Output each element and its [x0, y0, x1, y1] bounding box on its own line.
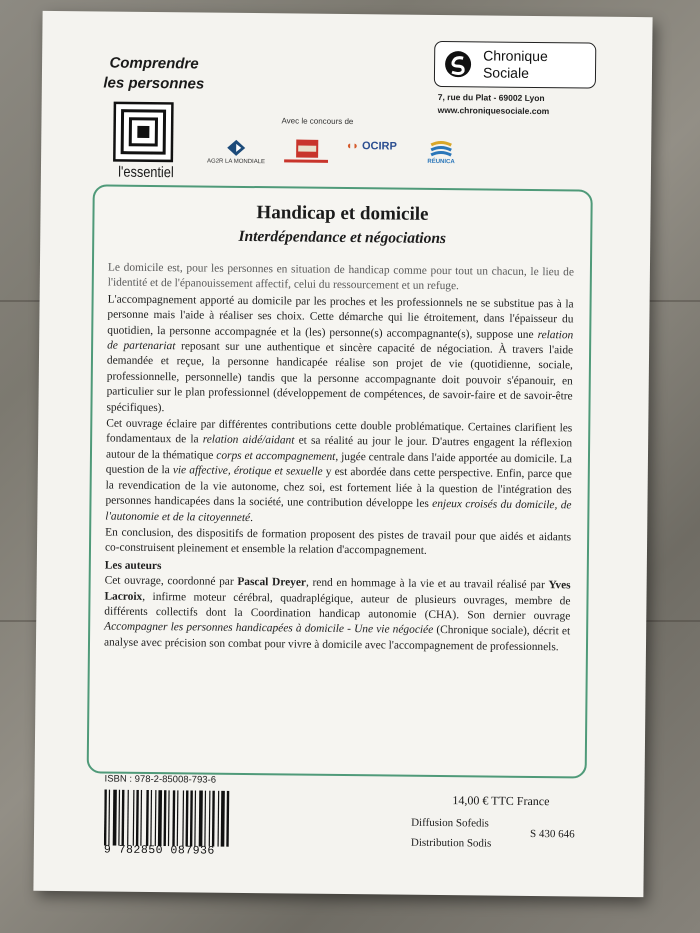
emphasis-text: enjeux croisés du domicile, de l'autonomie et de la citoyenneté	[105, 498, 572, 524]
series-name: l'essentiel	[118, 163, 174, 182]
series-title-line: les personnes	[103, 74, 205, 93]
price: 14,00 € TTC France	[452, 793, 550, 809]
publisher-cs-icon	[443, 50, 473, 78]
barcode-bar	[194, 790, 196, 846]
sponsor-logos	[206, 139, 466, 182]
book-subtitle: Interdépendance et négociations	[238, 227, 447, 248]
series-logo-icon	[113, 102, 174, 163]
text-run: reposant sur une authentique et sincère capacité de négociation. À travers l'aide demandée et reçue, la personne handicapée réalise son projet de vie (quotidienne, sociale, professionnelle, personnelle) tandis que la personne accompagnante doit pouvoir s'épanouir, en particulier sur le plan professionnel (développement de compétences, de savoir-faire et de savoir-être spécifiques).	[106, 340, 574, 414]
barcode-bar	[118, 790, 120, 846]
book-back-cover	[33, 11, 652, 897]
barcode-bar	[185, 790, 188, 846]
barcode-icon	[104, 790, 250, 848]
author-name: Yves Lacroix	[104, 579, 571, 603]
summary-panel	[87, 184, 593, 778]
barcode-bar	[182, 790, 184, 846]
emphasis-text: relation de partenariat	[107, 328, 574, 353]
barcode-bar	[146, 790, 149, 846]
barcode-bar	[177, 790, 179, 846]
barcode-bar	[217, 791, 219, 847]
publisher-name-line: Sociale	[482, 64, 530, 81]
emphasis-text: vie affective, érotique et sexuelle	[172, 464, 323, 479]
summary-paragraph: Le domicile est, pour les personnes en situation de handicap comme pour tout un chacun, le lieu de l'identité et de l'épanouissement affectif, celui du ressourcement et un refuge.	[107, 261, 574, 293]
barcode-bar	[155, 790, 157, 846]
summary-paragraph: En conclusion, des dispositifs de formation proposent des pistes de travail pour que aidés et aidants co-construisent pleinement et ensemble la relation d'accompagnement.	[104, 526, 572, 558]
barcode-bar	[140, 790, 142, 846]
summary-text	[104, 261, 574, 657]
barcode-bar	[108, 790, 110, 846]
barcode-bar	[113, 790, 117, 846]
publisher-logo	[434, 41, 596, 89]
barcode-bar	[136, 790, 139, 846]
sponsor-ocirp	[341, 140, 401, 153]
barcode-bar	[150, 790, 152, 846]
text-run: .	[250, 511, 254, 524]
text-run: y est abordée dans cette perspective. Enfin, parce que la revendication de la vie autonome, chez soi, est fortement liée à la question de l'intégration des personnes handicapées dans la société, une contribution développe les	[105, 466, 572, 511]
publisher-address-line: 7, rue du Plat - 69002 Lyon	[437, 91, 545, 104]
sponsors-intro: Avec le concours de	[281, 116, 354, 127]
summary-paragraph	[105, 417, 572, 530]
barcode-bar	[172, 790, 175, 846]
ocirp-mark-icon: ◖◗	[345, 140, 359, 153]
text-run: Cet ouvrage, coordonné par	[104, 574, 238, 589]
reference-code: S 430 646	[529, 827, 575, 841]
barcode-bar	[127, 790, 129, 846]
text-run: , infirme moteur cérébral, quadraplégique, auteur de plusieurs ouvrages, membre de différents collectifs dont la Coordination handicap autonomie (CHA). Son dernier ouvrage	[104, 590, 571, 623]
isbn: ISBN : 978-2-85008-793-6	[104, 773, 217, 786]
series-title-line: Comprendre	[109, 54, 199, 73]
emphasis-text: Accompagner les personnes handicapées à domicile - Une vie négociée	[104, 620, 434, 637]
barcode-bar	[104, 790, 107, 846]
authors-heading: Les auteurs	[104, 559, 162, 572]
publisher-website: www.chroniquesociale.com	[437, 104, 550, 117]
barcode-bar	[168, 790, 170, 846]
publisher-name	[483, 47, 593, 82]
barcode-bar	[226, 791, 229, 847]
barcode-bar	[163, 790, 166, 846]
barcode-bar	[158, 790, 162, 846]
sponsor-reunica	[416, 141, 466, 166]
publisher-name-line: Chronique	[483, 47, 548, 65]
diffusion: Diffusion Sofedis	[411, 816, 489, 830]
text-run: , rend en hommage à la vie et au travail réalisé par	[305, 576, 549, 592]
barcode-bar	[212, 791, 215, 847]
book-title: Handicap et domicile	[256, 202, 429, 225]
ocirp-wordmark	[341, 140, 401, 153]
sponsor-label: RÉUNICA	[427, 158, 455, 166]
barcode-bar	[121, 790, 124, 846]
barcode-bar	[190, 790, 193, 846]
distribution: Distribution Sodis	[410, 836, 492, 850]
authors-paragraph	[104, 574, 571, 656]
text-run: Cet ouvrage éclaire par différentes contributions cette double problématique. Certaines clarifient les fondamentaux de la	[106, 417, 573, 446]
barcode-bar	[133, 790, 135, 846]
sponsor-ag2r	[206, 139, 266, 166]
barcode-bar	[221, 791, 225, 847]
sponsor-label: OCIRP	[361, 140, 397, 153]
publisher-address	[438, 91, 608, 119]
text-run: L'accompagnement apporté au domicile par les proches et les professionnels ne se substitue pas à la personne mais l'aide à réaliser ses choix. Cette démarche qui lie étroitement, dans l'épaisseur du quotidien, la personne accompagnée et la (les) personne(s) accompagnante(s), suppose une	[107, 293, 574, 341]
barcode-digits: 9 782850 087936	[103, 843, 215, 858]
sponsor-red	[281, 139, 331, 168]
barcode-bar	[199, 791, 203, 847]
summary-paragraph	[106, 292, 573, 420]
ag2r-logo-icon	[226, 139, 246, 157]
text-run: , jugée centrale dans l'aide apportée au domicile. La question de la	[105, 450, 573, 477]
sponsor-label: AG2R LA MONDIALE	[207, 158, 266, 166]
text-run: (Chronique sociale), décrit et analyse avec précision son combat pour vivre à domicile avec l'accompagnement de professionnels.	[103, 624, 571, 654]
emphasis-text: relation aidé/aidant	[202, 433, 295, 447]
emphasis-text: corps et accompagnement	[216, 449, 336, 463]
author-name: Pascal Dreyer	[237, 576, 307, 589]
barcode-bar	[204, 791, 206, 847]
series-title	[94, 53, 214, 94]
red-flag-logo-icon	[284, 139, 328, 165]
text-run: et sa réalité au jour le jour. D'autres engagent la réflexion autour de la thématique	[105, 434, 573, 462]
reunica-logo-icon	[429, 141, 453, 157]
barcode-bar	[209, 791, 211, 847]
